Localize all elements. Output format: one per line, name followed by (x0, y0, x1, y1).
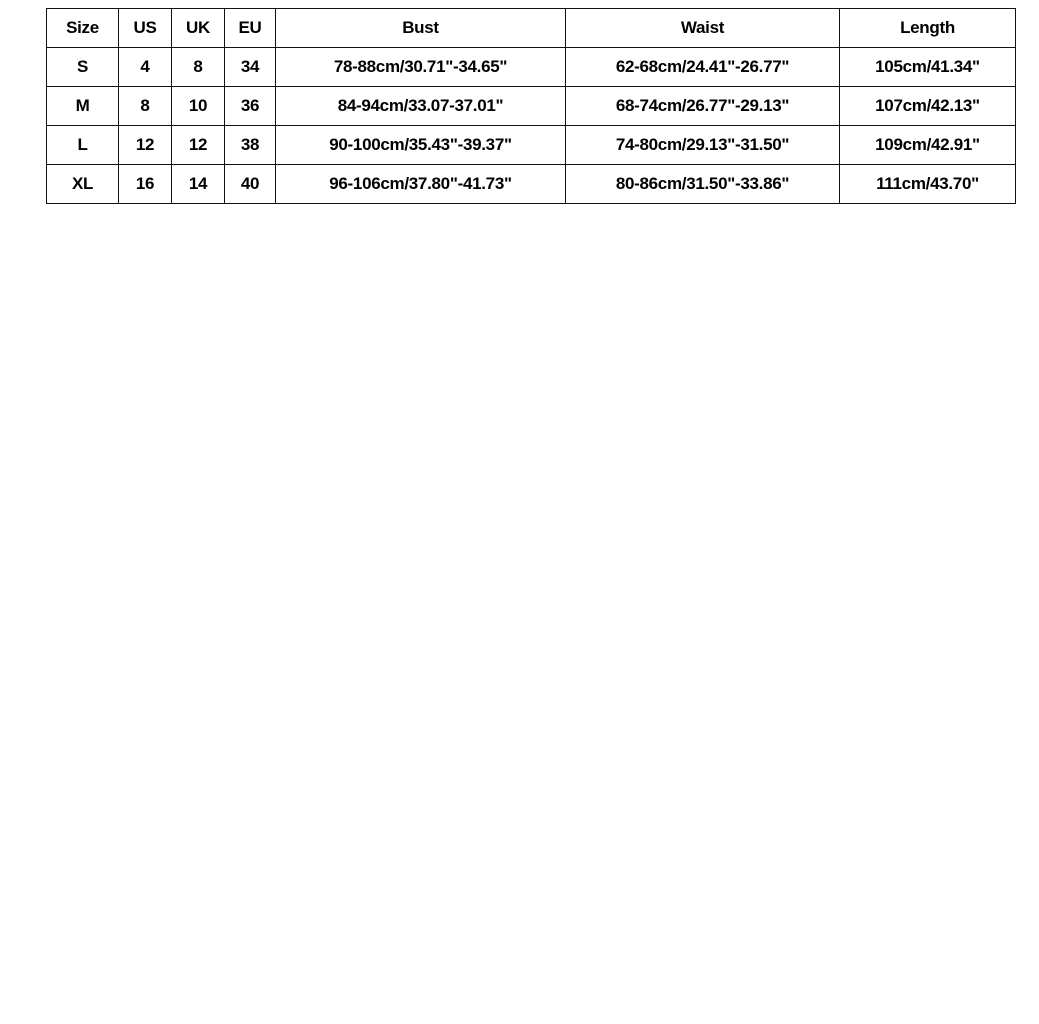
header-size: Size (47, 9, 119, 48)
cell-bust: 84-94cm/33.07-37.01" (276, 87, 566, 126)
cell-size: XL (47, 165, 119, 204)
cell-bust: 96-106cm/37.80"-41.73" (276, 165, 566, 204)
cell-eu: 36 (225, 87, 276, 126)
header-eu: EU (225, 9, 276, 48)
header-waist: Waist (566, 9, 840, 48)
table-row (47, 48, 1016, 87)
cell-length: 105cm/41.34" (840, 48, 1016, 87)
cell-size: S (47, 48, 119, 87)
cell-us: 16 (119, 165, 172, 204)
cell-uk: 8 (172, 48, 225, 87)
cell-waist: 80-86cm/31.50"-33.86" (566, 165, 840, 204)
table-row (47, 126, 1016, 165)
cell-waist: 68-74cm/26.77"-29.13" (566, 87, 840, 126)
cell-size: L (47, 126, 119, 165)
header-length: Length (840, 9, 1016, 48)
cell-us: 8 (119, 87, 172, 126)
header-us: US (119, 9, 172, 48)
cell-length: 109cm/42.91" (840, 126, 1016, 165)
cell-bust: 90-100cm/35.43"-39.37" (276, 126, 566, 165)
size-chart-table (46, 8, 1016, 204)
table-row (47, 87, 1016, 126)
cell-uk: 14 (172, 165, 225, 204)
cell-length: 107cm/42.13" (840, 87, 1016, 126)
cell-length: 111cm/43.70" (840, 165, 1016, 204)
cell-eu: 38 (225, 126, 276, 165)
table-header-row (47, 9, 1016, 48)
cell-uk: 10 (172, 87, 225, 126)
cell-bust: 78-88cm/30.71"-34.65" (276, 48, 566, 87)
cell-eu: 40 (225, 165, 276, 204)
cell-uk: 12 (172, 126, 225, 165)
cell-size: M (47, 87, 119, 126)
cell-us: 12 (119, 126, 172, 165)
cell-waist: 74-80cm/29.13"-31.50" (566, 126, 840, 165)
table-row (47, 165, 1016, 204)
header-bust: Bust (276, 9, 566, 48)
cell-us: 4 (119, 48, 172, 87)
cell-eu: 34 (225, 48, 276, 87)
cell-waist: 62-68cm/24.41"-26.77" (566, 48, 840, 87)
header-uk: UK (172, 9, 225, 48)
